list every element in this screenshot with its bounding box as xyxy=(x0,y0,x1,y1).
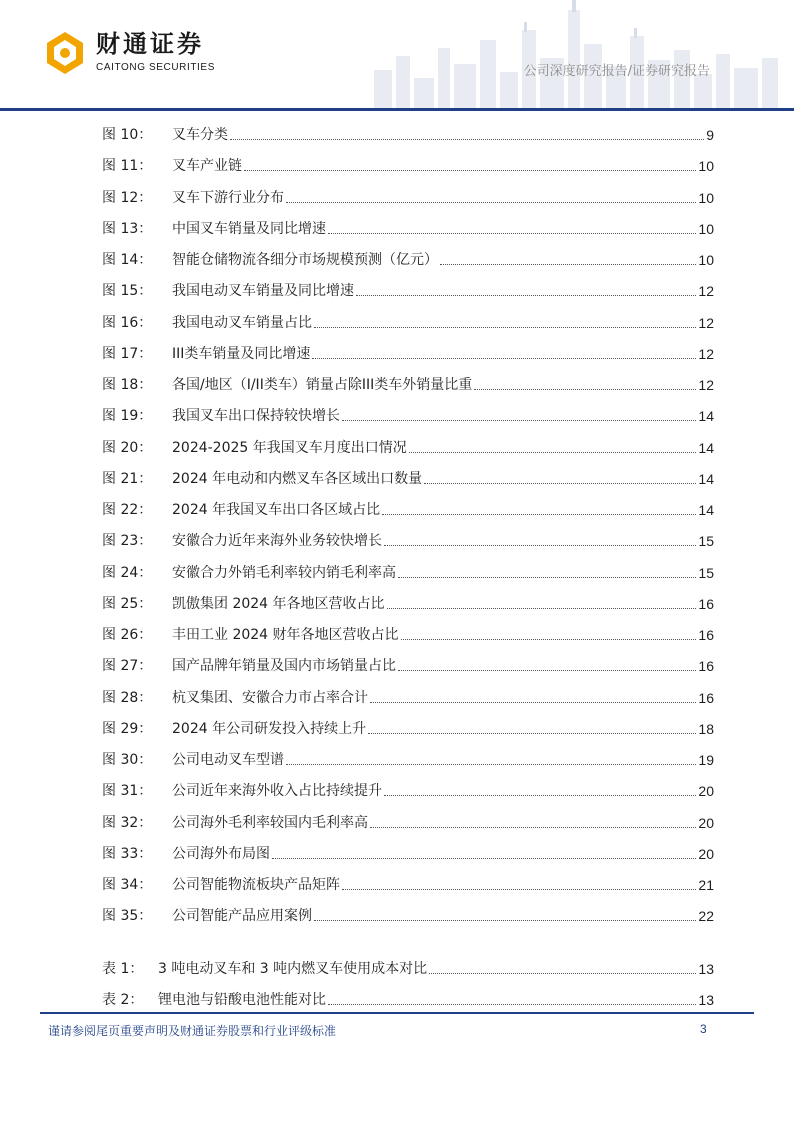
figure-entry[interactable] xyxy=(102,870,714,894)
entry-label: 图 27： xyxy=(102,658,153,675)
entry-page-number: 14 xyxy=(698,408,714,425)
entry-page-number: 10 xyxy=(698,189,714,206)
figure-entry[interactable] xyxy=(102,776,714,800)
dot-leader xyxy=(314,919,696,921)
dot-leader xyxy=(370,701,696,703)
entry-label: 图 18： xyxy=(102,377,153,393)
dot-leader xyxy=(474,388,696,390)
entry-title: 公司智能产品应用案例 xyxy=(172,908,312,925)
report-type-label: 公司深度研究报告/证券研究报告 xyxy=(523,64,710,79)
dot-leader xyxy=(429,972,696,974)
company-logo xyxy=(44,30,215,76)
entry-title: 智能仓储物流各细分市场规模预测（亿元） xyxy=(172,252,438,268)
figure-entry[interactable] xyxy=(102,464,714,488)
entry-page-number: 20 xyxy=(698,783,714,800)
figure-entry[interactable] xyxy=(102,901,714,925)
entry-title: 我国电动叉车销量及同比增速 xyxy=(172,283,354,300)
table-entry[interactable] xyxy=(102,985,714,1009)
figure-entry[interactable] xyxy=(102,808,714,832)
dot-leader xyxy=(342,888,696,890)
dot-leader xyxy=(424,482,696,484)
header-divider xyxy=(0,108,794,111)
entry-page-number: 10 xyxy=(698,220,714,237)
page-header xyxy=(0,0,794,116)
entry-label: 图 24： xyxy=(102,564,153,581)
figure-entry[interactable] xyxy=(102,151,714,175)
entry-page-number: 22 xyxy=(698,908,714,925)
entry-title: 3 吨电动叉车和 3 吨内燃叉车使用成本对比 xyxy=(158,961,428,977)
entry-page-number: 15 xyxy=(698,533,714,550)
entry-label: 图 34： xyxy=(102,877,153,893)
entry-label: 图 21： xyxy=(102,470,153,487)
entry-label: 图 31： xyxy=(102,783,153,800)
dot-leader xyxy=(440,263,696,265)
entry-title: 国产品牌年销量及国内市场销量占比 xyxy=(172,658,396,675)
dot-leader xyxy=(384,794,696,796)
entry-page-number: 20 xyxy=(698,845,714,862)
footer-divider xyxy=(40,1012,754,1014)
entry-label: 图 33： xyxy=(102,845,153,862)
entry-page-number: 14 xyxy=(698,439,714,456)
entry-title: 我国电动叉车销量占比 xyxy=(172,314,312,331)
entry-page-number: 12 xyxy=(698,377,714,393)
dot-leader xyxy=(286,201,696,203)
entry-label: 图 15： xyxy=(102,283,153,300)
dot-leader xyxy=(230,138,704,140)
entry-page-number: 21 xyxy=(698,877,714,893)
figure-entry[interactable] xyxy=(102,745,714,769)
entry-page-number: 13 xyxy=(698,992,714,1008)
figure-entry[interactable] xyxy=(102,370,714,394)
logo-chinese-name: 财通证券 xyxy=(96,30,204,58)
entry-page-number: 16 xyxy=(698,627,714,643)
entry-title: 叉车产业链 xyxy=(172,158,242,175)
figure-entry[interactable] xyxy=(102,683,714,707)
figure-entry[interactable] xyxy=(102,183,714,207)
footer-disclaimer: 谨请参阅尾页重要声明及财通证券股票和行业评级标准 xyxy=(48,1024,337,1038)
entry-page-number: 20 xyxy=(698,814,714,831)
entry-title: 2024 年我国叉车出口各区域占比 xyxy=(172,502,381,518)
entry-label: 图 14： xyxy=(102,252,153,268)
entry-title: 中国叉车销量及同比增速 xyxy=(172,220,326,237)
figure-entry[interactable] xyxy=(102,276,714,300)
figure-entry[interactable] xyxy=(102,526,714,550)
entry-label: 图 10： xyxy=(102,127,153,143)
entry-label: 图 17： xyxy=(102,345,153,362)
entry-page-number: 12 xyxy=(698,314,714,331)
dot-leader xyxy=(370,826,696,828)
entry-page-number: 16 xyxy=(698,689,714,706)
entry-label: 图 26： xyxy=(102,627,153,643)
entry-title: 2024-2025 年我国叉车月度出口情况 xyxy=(172,439,407,456)
entry-title: 杭叉集团、安徽合力市占率合计 xyxy=(172,689,368,706)
entry-label: 图 13： xyxy=(102,220,153,237)
entry-page-number: 10 xyxy=(698,252,714,268)
figure-entry[interactable] xyxy=(102,245,714,269)
entry-label: 图 25： xyxy=(102,595,153,612)
figure-entry[interactable] xyxy=(102,495,714,519)
entry-title: 叉车下游行业分布 xyxy=(172,189,284,206)
figure-entry[interactable] xyxy=(102,339,714,363)
entry-page-number: 9 xyxy=(706,127,714,143)
dot-leader xyxy=(272,857,696,859)
table-entry[interactable] xyxy=(102,954,714,978)
dot-leader xyxy=(384,544,696,546)
logo-english-name: CAITONG SECURITIES xyxy=(96,62,215,73)
entry-label: 表 2： xyxy=(102,992,144,1008)
entry-title: 锂电池与铅酸电池性能对比 xyxy=(158,992,326,1008)
entry-label: 图 35： xyxy=(102,908,153,925)
entry-page-number: 19 xyxy=(698,752,714,768)
figure-entry[interactable] xyxy=(102,433,714,457)
figure-entry[interactable] xyxy=(102,308,714,332)
figure-entry[interactable] xyxy=(102,589,714,613)
entry-title: 公司近年来海外收入占比持续提升 xyxy=(172,783,382,800)
figure-entry[interactable] xyxy=(102,120,714,144)
entry-label: 图 16： xyxy=(102,314,153,331)
dot-leader xyxy=(314,326,696,328)
entry-title: 我国叉车出口保持较快增长 xyxy=(172,408,340,425)
entry-title: 安徽合力近年来海外业务较快增长 xyxy=(172,533,382,550)
figure-entry[interactable] xyxy=(102,651,714,675)
entry-title: 公司海外毛利率较国内毛利率高 xyxy=(172,814,368,831)
entry-page-number: 12 xyxy=(698,345,714,362)
entry-label: 图 32： xyxy=(102,814,153,831)
entry-page-number: 14 xyxy=(698,470,714,487)
dot-leader xyxy=(398,576,696,578)
entry-page-number: 14 xyxy=(698,502,714,518)
entry-page-number: 13 xyxy=(698,961,714,977)
entry-label: 图 28： xyxy=(102,689,153,706)
entry-page-number: 16 xyxy=(698,595,714,612)
figure-entry[interactable] xyxy=(102,620,714,644)
dot-leader xyxy=(328,232,696,234)
entry-title: III类车销量及同比增速 xyxy=(172,345,311,362)
entry-label: 图 22： xyxy=(102,502,153,518)
figure-entry[interactable] xyxy=(102,714,714,738)
entry-page-number: 15 xyxy=(698,564,714,581)
figure-entry[interactable] xyxy=(102,839,714,863)
entry-label: 表 1： xyxy=(102,961,144,977)
entry-title: 2024 年公司研发投入持续上升 xyxy=(172,720,367,737)
entry-title: 各国/地区（I/II类车）销量占除III类车外销量比重 xyxy=(172,377,473,393)
entry-page-number: 16 xyxy=(698,658,714,675)
figure-entry[interactable] xyxy=(102,214,714,238)
dot-leader xyxy=(398,669,696,671)
entry-title: 公司电动叉车型谱 xyxy=(172,752,284,768)
dot-leader xyxy=(409,451,697,453)
entry-title: 2024 年电动和内燃叉车各区域出口数量 xyxy=(172,470,423,487)
dot-leader xyxy=(387,607,697,609)
entry-page-number: 18 xyxy=(698,720,714,737)
entry-label: 图 23： xyxy=(102,533,153,550)
entry-label: 图 29： xyxy=(102,720,153,737)
entry-label: 图 19： xyxy=(102,408,153,425)
dot-leader xyxy=(401,638,697,640)
dot-leader xyxy=(368,732,696,734)
dot-leader xyxy=(244,169,696,171)
entry-page-number: 12 xyxy=(698,283,714,300)
entry-page-number: 10 xyxy=(698,158,714,175)
dot-leader xyxy=(356,294,696,296)
dot-leader xyxy=(312,357,696,359)
dot-leader xyxy=(342,419,696,421)
entry-label: 图 30： xyxy=(102,752,153,768)
entry-title: 公司智能物流板块产品矩阵 xyxy=(172,877,340,893)
entry-title: 丰田工业 2024 财年各地区营收占比 xyxy=(172,627,399,643)
dot-leader xyxy=(328,1003,696,1005)
figure-entry[interactable] xyxy=(102,558,714,582)
entry-title: 叉车分类 xyxy=(172,127,228,143)
caitong-logo-icon xyxy=(44,30,86,76)
dot-leader xyxy=(286,763,696,765)
dot-leader xyxy=(382,513,696,515)
entry-label: 图 20： xyxy=(102,439,153,456)
entry-title: 公司海外布局图 xyxy=(172,845,270,862)
figure-entry[interactable] xyxy=(102,401,714,425)
entry-label: 图 11： xyxy=(102,158,153,175)
entry-title: 安徽合力外销毛利率较内销毛利率高 xyxy=(172,564,396,581)
skyline-illustration xyxy=(354,0,794,108)
entry-label: 图 12： xyxy=(102,189,153,206)
entry-title: 凯傲集团 2024 年各地区营收占比 xyxy=(172,595,385,612)
page-number: 3 xyxy=(700,1022,707,1036)
